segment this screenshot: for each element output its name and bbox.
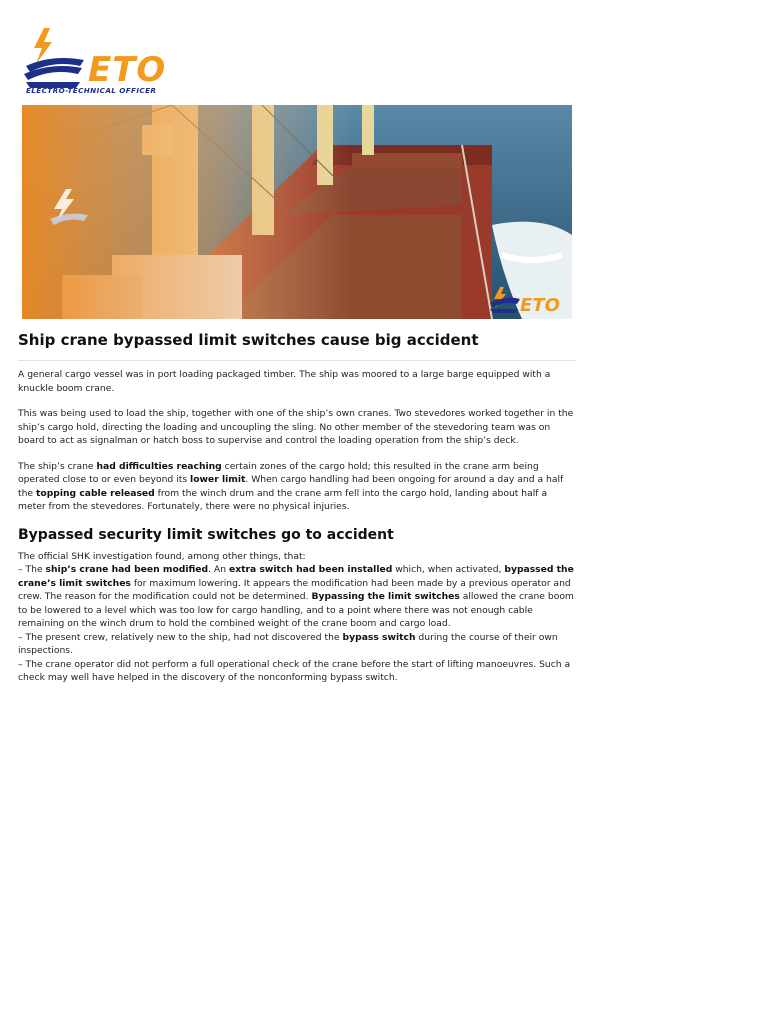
text-run: during the course of their own inspections. xyxy=(18,631,558,656)
logo-brand-text: ETO xyxy=(88,50,167,90)
section-heading: Bypassed security limit switches go to accident xyxy=(18,526,394,543)
title-divider xyxy=(18,360,576,361)
bold-text: bypass switch xyxy=(342,631,416,643)
watermark-brand-text: ETO xyxy=(520,295,560,316)
bold-text: Bypassing the limit switches xyxy=(311,591,460,602)
cargo-ship-deck-image xyxy=(22,105,572,319)
bold-text: ship’s crane had been modified xyxy=(45,564,209,575)
bold-text: extra switch had been installed xyxy=(228,564,393,575)
article-body xyxy=(18,368,576,514)
text-run: – The crane operator did not perform a full operational check of the crane before the start of lifting manoeuvres. Such a check may well have helped in the discovery of the nonconforming bypass switch. xyxy=(18,658,571,683)
text-run: allowed the crane boom to be lowered to a level which was too low for cargo handling, and to a point where there was not enough cable remaining on the winch drum to hold the combined weight of the crane boom and cargo load. xyxy=(18,591,574,629)
article-paragraph xyxy=(18,407,576,448)
article xyxy=(18,330,576,685)
text-run: A general cargo vessel was in port loading packaged timber. The ship was moored to a large barge equipped with a knuckle boom crane. xyxy=(18,369,551,394)
text-run: This was being used to load the ship, together with one of the ship’s own cranes. Two stevedores worked together in the ship’s cargo hold, directing the loading and uncoupling the sling. No other member of the stevedoring team was on board to act as signalman or hatch boss to supervise and control the loading operation from the ship’s deck. xyxy=(18,408,574,446)
text-run: . When cargo handling had been ongoing for around a day and a half the xyxy=(18,474,564,499)
text-run: which, when activated, xyxy=(392,564,505,575)
findings-intro: The official SHK investigation found, among other things, that: xyxy=(18,550,306,562)
text-run: certain zones of the cargo hold; this resulted in the crane arm being operated close to or even beyond its xyxy=(18,460,539,485)
logo-tagline: ELECTRO-TECHNICAL OFFICER xyxy=(26,86,157,95)
text-run: for maximum lowering. It appears the modification had been made by a previous operator and crew. The reason for the modification could not be determined. xyxy=(18,577,571,602)
finding-item xyxy=(18,563,576,631)
text-run: from the winch drum and the crane arm fell into the cargo hold, landing about half a meter from the stevedores. Fortunately, there were no physical injuries. xyxy=(18,487,548,512)
bold-text: bypassed the crane’s limit switches xyxy=(18,564,574,589)
text-run: The ship’s crane xyxy=(18,460,97,472)
hero-image xyxy=(22,105,572,319)
text-run: . An xyxy=(208,564,229,575)
bold-text: lower limit xyxy=(190,474,246,485)
text-run: – The present crew, relatively new to the ship, had not discovered the xyxy=(18,631,343,643)
finding-item xyxy=(18,631,576,658)
article-paragraph xyxy=(18,460,576,514)
bold-text: topping cable released xyxy=(36,487,155,499)
findings-list xyxy=(18,550,576,685)
findings-items xyxy=(18,563,576,685)
finding-item xyxy=(18,658,576,685)
bold-text: had difficulties reaching xyxy=(96,460,222,472)
text-run: – The xyxy=(18,564,46,575)
article-title: Ship crane bypassed limit switches cause big accident xyxy=(18,331,479,349)
article-paragraph xyxy=(18,368,576,395)
site-logo[interactable] xyxy=(22,26,186,98)
